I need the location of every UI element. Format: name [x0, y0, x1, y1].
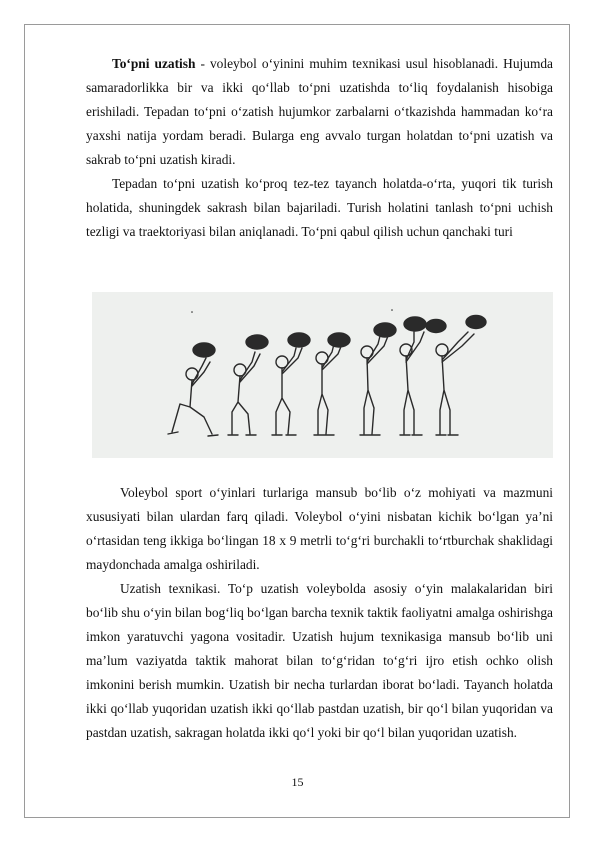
player-figure-2 — [228, 335, 268, 435]
specks — [191, 309, 393, 313]
player-figure-4 — [314, 333, 350, 435]
player-figure-1 — [168, 343, 218, 436]
term-heading: To‘pni uzatish — [112, 56, 196, 71]
player-figure-7 — [426, 316, 486, 436]
illustration-svg — [92, 292, 553, 458]
player-figure-5 — [360, 323, 396, 435]
paragraph-volleyball: Voleybol sport o‘yinlari turlariga mansub bo‘lib o‘z mohiyati va mazmuni xususiyati bilan ulardan farq qiladi. Voleybol o‘yini nisbatan kichik bo‘lgan ya’ni o‘rtasidan teng ikkiga bo‘lingan 18 x 9 metrli to‘g‘ri burchakli to‘rtburchak shaklidagi maydonchada amalga oshiriladi. — [86, 485, 553, 572]
paragraph-intro — [86, 52, 553, 172]
volleyball-pass-illustration — [92, 292, 553, 458]
player-figure-6 — [400, 317, 426, 435]
player-figure-3 — [272, 333, 310, 435]
body-section — [86, 481, 553, 745]
intro-text: - voleybol o‘yinini muhim texnikasi usul hisoblanadi. Hujumda samaradorlikka bir va ikki qo‘llab to‘pni uzatishda to‘liq foydalanish hisobiga erishiladi. Tepadan to‘pni o‘zatish hujumkor zarbalarni o‘tkazishda hammadan ko‘ra yaxshi natija yordam beradi. Bularga eng avvalo turgan holatdan to‘pni uzatish va sakrab to‘pni uzatish kiradi. — [86, 56, 553, 167]
paragraph-stance: Tepadan to‘pni uzatish ko‘proq tez-tez tayanch holatda-o‘rta, yuqori tik turish holatida, shuningdek sakrash bilan bajariladi. Turish holatini tanlash to‘pni uchish tezligi va traektoriyasi bilan aniqlanadi. To‘pni qabul qilish uchun qanchaki turi — [86, 176, 553, 239]
intro-section — [86, 52, 553, 244]
player-sequence — [168, 316, 486, 437]
paragraph-technique: Uzatish texnikasi. To‘p uzatish voleybolda asosiy o‘yin malakalaridan biri bo‘lib shu o‘yin bilan bog‘liq bo‘lgan barcha texnik taktik faoliyatni amalga oshirishga imkon yaratuvchi yagona vositadir. Uzatish hujum texnikasiga mansub bo‘lib uni ma’lum vaziyatda taktik mahorat bilan to‘g‘ridan to‘g‘ri ijro etish ochko olish imkonini berish mumkin. Uzatish bir necha turlardan iborat bo‘ladi. Tayanch holatda ikki qo‘llab yuqoridan uzatish ikki qo‘llab pastdan uzatish, bir qo‘l bilan yuqoridan va pastdan uzatish, sakragan holatda ikki qo‘l yoki bir qo‘l bilan yuqoridan uzatish. — [86, 581, 553, 740]
page-number: 15 — [291, 775, 304, 789]
